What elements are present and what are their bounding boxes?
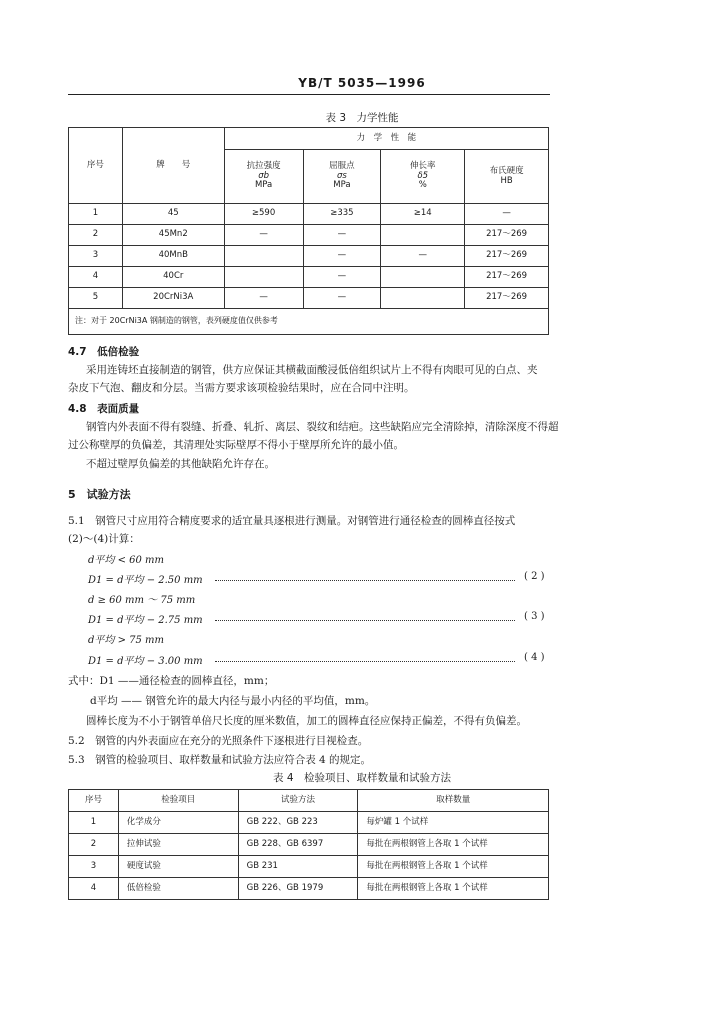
cell-tensile: — <box>224 288 303 309</box>
cell-seq: 2 <box>69 225 123 246</box>
cell-item: 硬度试验 <box>118 856 238 878</box>
section-4-7-line1: 采用连铸坯直接制造的钢管，供方应保证其横截面酸浸低倍组织试片上不得有肉眼可见的白点、夹 <box>86 364 538 376</box>
cell-hardness: 217～269 <box>465 267 549 288</box>
equation-condition-2: d ≥ 60 mm ～ 75 mm <box>88 595 196 606</box>
cell-elongation <box>381 225 465 246</box>
section-4-8-line2: 过公称壁厚的负偏差，其清理处实际壁厚不得小于壁厚所允许的最小值。 <box>68 439 404 451</box>
cell-elongation <box>381 288 465 309</box>
cell-tensile <box>224 246 303 267</box>
section-4-8-line3: 不超过壁厚负偏差的其他缺陷允许存在。 <box>86 458 275 470</box>
cell-tensile: ≥590 <box>224 204 303 225</box>
cell-tensile <box>224 267 303 288</box>
col-header-yield-point: 屈服点 σs MPa <box>303 150 381 204</box>
cell-grade: 45Mn2 <box>122 225 224 246</box>
cell-yield: ≥335 <box>303 204 381 225</box>
table-row <box>69 856 549 878</box>
table3-caption: 表 3 力学性能 <box>325 112 399 124</box>
table-row <box>69 878 549 900</box>
col-header-seq: 序号 <box>69 790 119 812</box>
cell-seq: 3 <box>69 856 119 878</box>
cell-tensile: — <box>224 225 303 246</box>
col-header-brinell-hardness: 布氏硬度 HB <box>465 150 549 204</box>
cell-seq: 1 <box>69 812 119 834</box>
section-5-title: 5 试验方法 <box>68 488 131 501</box>
equation-4-number: ( 4 ) <box>524 652 545 663</box>
cell-grade: 45 <box>122 204 224 225</box>
cell-yield: — <box>303 246 381 267</box>
cell-item: 拉伸试验 <box>118 834 238 856</box>
document-header: YB/T 5035—1996 <box>298 76 426 90</box>
cell-hardness: 217～269 <box>465 246 549 267</box>
equation-3: D1 = d平均 − 2.75 mm <box>88 615 203 626</box>
cell-hardness: — <box>465 204 549 225</box>
cell-quantity: 每批在两根钢管上各取 1 个试样 <box>358 878 549 900</box>
cell-quantity: 每批在两根钢管上各取 1 个试样 <box>358 856 549 878</box>
equation-condition-1: d平均 < 60 mm <box>88 555 165 566</box>
table-row <box>69 834 549 856</box>
section-4-7-title: 4.7 低倍检验 <box>68 346 140 358</box>
col-group-mechanical-properties: 力 学 性 能 <box>224 128 548 150</box>
cell-elongation: — <box>381 246 465 267</box>
mechanical-properties-table <box>68 127 549 335</box>
section-4-8-line1: 钢管内外表面不得有裂缝、折叠、轧折、离层、裂纹和结疤。这些缺陷应完全清除掉，清除深度不得超 <box>86 421 559 433</box>
col-header-method: 试验方法 <box>238 790 358 812</box>
cell-method: GB 231 <box>238 856 358 878</box>
cell-seq: 4 <box>69 267 123 288</box>
section-5-3: 5.3 钢管的检验项目、取样数量和试验方法应符合表 4 的规定。 <box>68 754 372 766</box>
inspection-items-table <box>68 789 549 900</box>
equation-2: D1 = d平均 − 2.50 mm <box>88 575 203 586</box>
col-header-quantity: 取样数量 <box>358 790 549 812</box>
table-row <box>69 812 549 834</box>
table4-caption: 表 4 检验项目、取样数量和试验方法 <box>272 772 452 784</box>
cell-elongation <box>381 267 465 288</box>
col-header-grade: 牌 号 <box>122 128 224 204</box>
cell-yield: — <box>303 267 381 288</box>
cell-item: 化学成分 <box>118 812 238 834</box>
cell-hardness: 217～269 <box>465 288 549 309</box>
cell-grade: 40Cr <box>122 267 224 288</box>
equation-3-leader <box>215 620 515 621</box>
cell-item: 低倍检验 <box>118 878 238 900</box>
where-clause-2: d平均 —— 钢管允许的最大内径与最小内径的平均值，mm。 <box>90 695 376 707</box>
cell-grade: 20CrNi3A <box>122 288 224 309</box>
cell-seq: 2 <box>69 834 119 856</box>
section-5-1-line2: (2)～(4)计算： <box>68 533 140 545</box>
cell-method: GB 222、GB 223 <box>238 812 358 834</box>
cell-seq: 3 <box>69 246 123 267</box>
col-header-tensile-strength: 抗拉强度 σb MPa <box>224 150 303 204</box>
section-5-2: 5.2 钢管的内外表面应在充分的光照条件下逐根进行目视检查。 <box>68 735 369 747</box>
cell-seq: 5 <box>69 288 123 309</box>
equation-2-leader <box>215 580 515 581</box>
table3-note: 注：对于 20CrNi3A 钢制造的钢管，表列硬度值仅供参考 <box>69 309 549 335</box>
table-row <box>69 204 549 225</box>
cell-quantity: 每批在两根钢管上各取 1 个试样 <box>358 834 549 856</box>
cell-seq: 4 <box>69 878 119 900</box>
table-row <box>69 288 549 309</box>
cell-method: GB 228、GB 6397 <box>238 834 358 856</box>
equation-4: D1 = d平均 − 3.00 mm <box>88 656 203 667</box>
equation-2-number: ( 2 ) <box>524 571 545 582</box>
cell-yield: — <box>303 288 381 309</box>
cell-grade: 40MnB <box>122 246 224 267</box>
col-header-seq: 序号 <box>69 128 123 204</box>
where-clause-1: 式中：D1 ——通径检查的圆棒直径，mm； <box>68 675 275 687</box>
col-header-elongation: 伸长率 δ5 % <box>381 150 465 204</box>
table-row <box>69 267 549 288</box>
section-4-7-line2: 杂皮下气泡、翻皮和分层。当需方要求该项检验结果时，应在合同中注明。 <box>68 382 415 394</box>
section-5-1-line1: 5.1 钢管尺寸应用符合精度要求的适宜量具逐根进行测量。对钢管进行通径检查的圆棒直径按式 <box>68 515 516 527</box>
cell-seq: 1 <box>69 204 123 225</box>
table-row <box>69 246 549 267</box>
cell-quantity: 每炉罐 1 个试样 <box>358 812 549 834</box>
section-5-1-line3: 圆棒长度为不小于钢管单倍尺长度的厘米数值，加工的圆棒直径应保持正偏差，不得有负偏差。 <box>86 715 527 727</box>
col-header-item: 检验项目 <box>118 790 238 812</box>
section-4-8-title: 4.8 表面质量 <box>68 403 140 415</box>
cell-yield: — <box>303 225 381 246</box>
cell-hardness: 217～269 <box>465 225 549 246</box>
table-row <box>69 225 549 246</box>
equation-3-number: ( 3 ) <box>524 611 545 622</box>
equation-condition-3: d平均 > 75 mm <box>88 635 165 646</box>
header-rule <box>68 94 550 95</box>
cell-method: GB 226、GB 1979 <box>238 878 358 900</box>
equation-4-leader <box>215 661 515 662</box>
cell-elongation: ≥14 <box>381 204 465 225</box>
